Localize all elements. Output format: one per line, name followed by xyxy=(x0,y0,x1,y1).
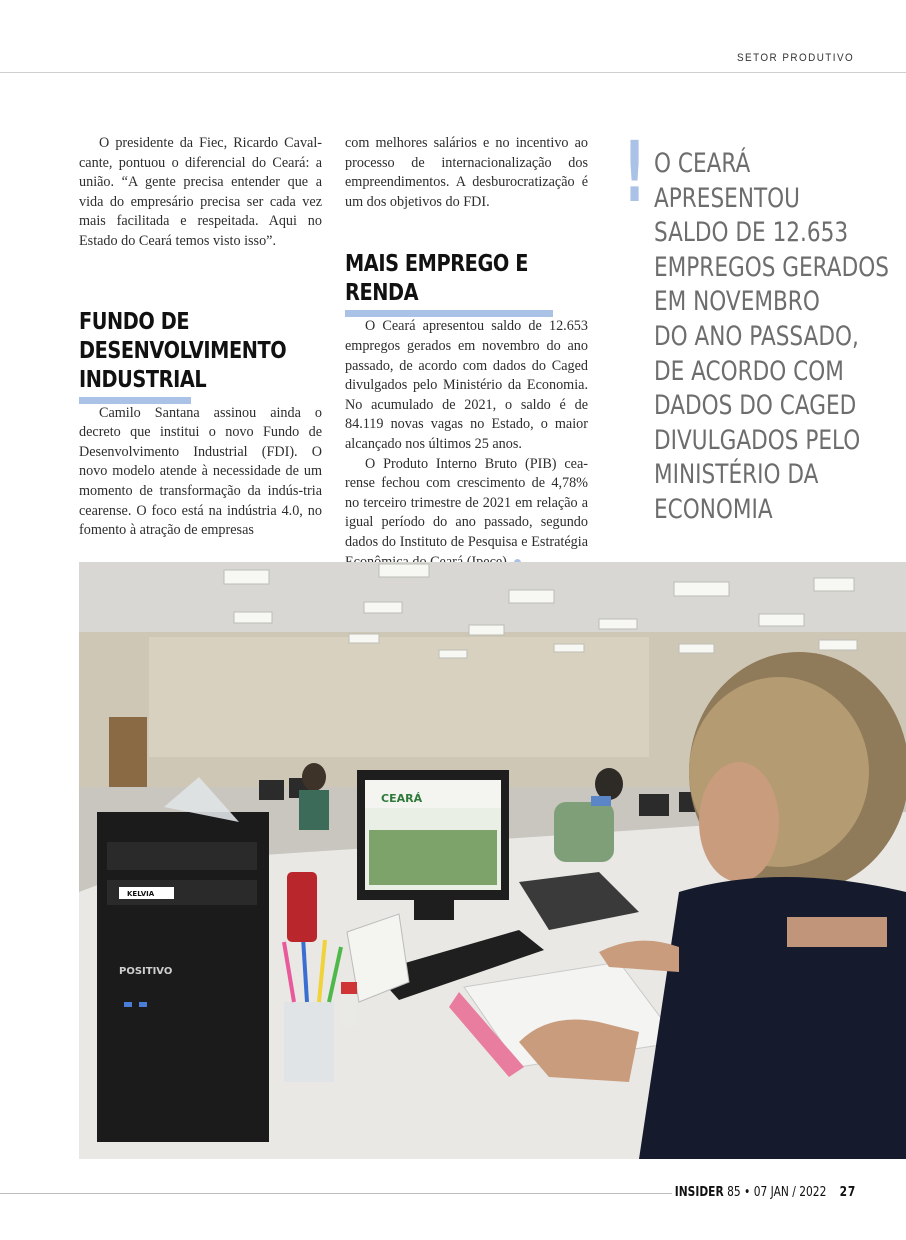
bottom-divider xyxy=(0,1193,672,1194)
pull-quote-line: DO ANO PASSADO, xyxy=(654,320,859,352)
emprego-paragraph: O Ceará apresentou saldo de 12.653 empregos gerados em novembro do ano passado, de acordo com dados do Caged divulgados pelo Ministério da Economia. No acumulado de 2021, o saldo é de 84.119 novas vagas no Estado, o maior alcançado nos últimos 25 anos. xyxy=(345,318,588,452)
pull-quote-line: MINISTÉRIO DA xyxy=(654,459,819,491)
magazine-name: INSIDER xyxy=(674,1185,724,1200)
pib-text: O Produto Interno Bruto (PIB) cea-rense fechou com crescimento de 4,78% no terceiro trimestre de 2021 em relação a igual período do ano passado, segundo dados do Instituto de Pesquisa e Estratégia xyxy=(345,455,588,550)
heading-line: FUNDO DE xyxy=(79,308,190,335)
office-photo xyxy=(79,562,906,1159)
article-column-2 xyxy=(345,134,588,572)
article-column-1 xyxy=(79,134,322,541)
heading-underline xyxy=(345,310,553,317)
section-heading-fdi xyxy=(79,308,322,404)
desk-label: KELVIA xyxy=(127,890,155,898)
section-heading-emprego xyxy=(345,250,588,317)
heading-underline xyxy=(79,397,191,404)
section-label: SETOR PRODUTIVO xyxy=(736,52,854,64)
top-divider xyxy=(0,72,906,73)
pull-quote-line: ECONOMIA xyxy=(654,493,773,525)
pib-paragraph xyxy=(345,455,588,573)
heading-line: DESENVOLVIMENTO xyxy=(79,337,287,364)
continuation-paragraph: com melhores salários e no incentivo ao processo de internacionalização dos empreendimentos. A desburocratização é um dos objetivos do FDI. xyxy=(345,135,588,210)
intro-paragraph: O presidente da Fiec, Ricardo Caval-cante, pontuou o diferencial do Ceará: a união. “A gente precisa entender que a vida do empresário precisa ser cada vez mais facilitada e respeitada. Aqui no Estado do Ceará temos visto isso”. xyxy=(79,135,322,249)
footer xyxy=(675,1185,856,1200)
page-number: 27 xyxy=(839,1185,856,1200)
pull-quote-line: EMPREGOS GERADOS xyxy=(654,251,889,283)
heading-line: INDUSTRIAL xyxy=(79,366,207,393)
pull-quote-line: DE ACORDO COM xyxy=(654,355,844,387)
pull-quote-line: APRESENTOU xyxy=(654,182,800,214)
pull-quote-line: DIVULGADOS PELO xyxy=(654,424,861,456)
heading-line: MAIS EMPREGO E RENDA xyxy=(345,251,529,307)
pull-quote-line: SALDO DE 12.653 xyxy=(654,217,849,249)
pull-quote-line: O CEARÁ xyxy=(654,148,751,179)
fdi-paragraph: Camilo Santana assinou ainda o decreto que institui o novo Fundo de Desenvolvimento Industrial (FDI). O novo modelo atende à necessidade de um momento de transformação da indús-tria cearense. O foco está na indústria 4.0, no fomento à atração de empresas xyxy=(79,404,322,539)
exclamation-icon: ! xyxy=(624,123,646,221)
pc-brand: POSITIVO xyxy=(119,966,173,977)
pull-quote xyxy=(654,147,889,528)
screen-brand: CEARÁ xyxy=(381,792,423,805)
pull-quote-line: DADOS DO CAGED xyxy=(654,390,857,422)
pull-quote-line: EM NOVEMBRO xyxy=(654,286,820,318)
issue-info: 85 • 07 JAN / 2022 xyxy=(726,1185,827,1200)
